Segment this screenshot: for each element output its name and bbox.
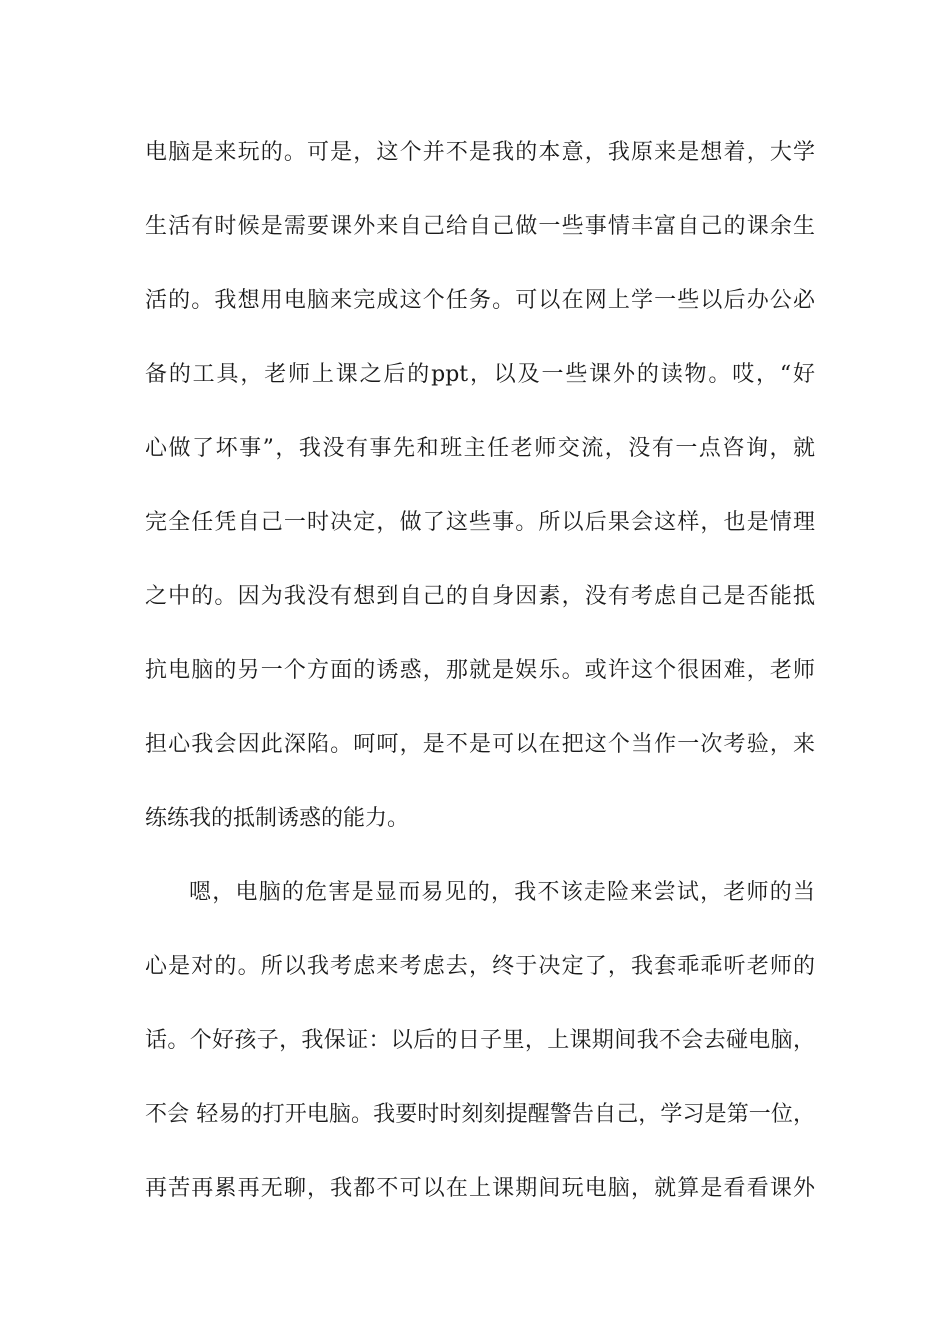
- text-line: 生活有时候是需要课外来自己给自己做一些事情丰富自己的课余生: [145, 214, 815, 239]
- text-line: 练练我的抵制诱惑的能力。: [145, 806, 410, 831]
- text-line: 嗯，电脑的危害是显而易见的，我不该走险来尝试，老师的当: [189, 880, 815, 905]
- text-line: 抗电脑的另一个方面的诱惑，那就是娱乐。或许这个很困难，老师: [145, 658, 815, 683]
- text-line: 电脑是来玩的。可是，这个并不是我的本意，我原来是想着，大学: [145, 140, 815, 165]
- text-line: 备的工具，老师上课之后的ppt，以及一些课外的读物。哎，“好: [145, 362, 815, 387]
- text-line: 之中的。因为我没有想到自己的自身因素，没有考虑自己是否能抵: [145, 584, 815, 609]
- text-line: 完全任凭自己一时决定，做了这些事。所以后果会这样，也是情理: [145, 510, 815, 535]
- text-line: 再苦再累再无聊，我都不可以在上课期间玩电脑，就算是看看课外: [145, 1176, 815, 1201]
- document-body: [145, 133, 815, 1243]
- text-line: 心是对的。所以我考虑来考虑去，终于决定了，我套乖乖听老师的: [145, 954, 815, 979]
- text-line: 话。个好孩子，我保证：以后的日子里，上课期间我不会去碰电脑，: [145, 1028, 815, 1053]
- text-line: 心做了坏事”，我没有事先和班主任老师交流，没有一点咨询，就: [145, 436, 815, 461]
- text-line: 担心我会因此深陷。呵呵，是不是可以在把这个当作一次考验，来: [145, 732, 815, 757]
- paragraph-2: [145, 873, 815, 1243]
- text-line: 活的。我想用电脑来完成这个任务。可以在网上学一些以后办公必: [145, 288, 815, 313]
- text-line: 不会 轻易的打开电脑。我要时时刻刻提醒警告自己，学习是第一位，: [145, 1102, 815, 1127]
- paragraph-1: [145, 133, 815, 873]
